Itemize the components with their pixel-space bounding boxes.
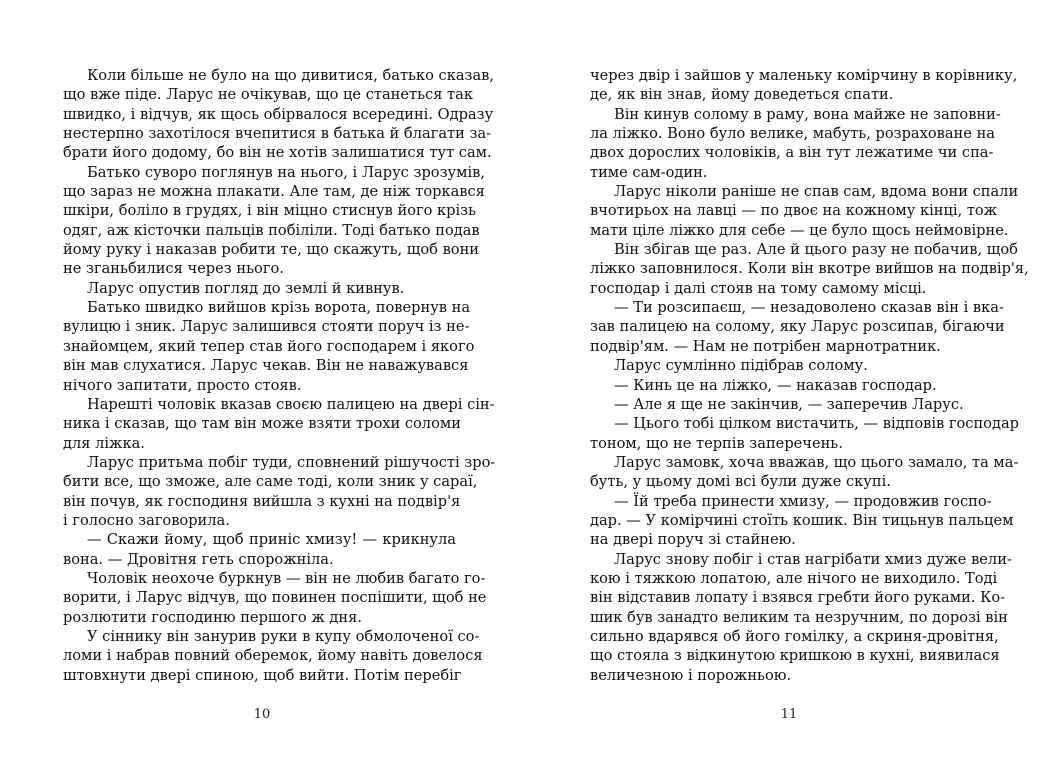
text-line: він відставив лопату і взявся гребти його руками. Ко-: [590, 589, 1006, 607]
text-line: мати ціле ліжко для себе — це було щось неймовірне.: [590, 221, 1009, 239]
text-line: тоном, що не терпів заперечень.: [590, 434, 843, 452]
left-page-text: [63, 66, 496, 685]
text-line: Він кинув солому в раму, вона майже не заповни-: [614, 105, 1001, 123]
text-line: подвір'ям. — Нам не потрібен марнотратник.: [590, 337, 941, 355]
text-line: — Кинь це на ліжко, — наказав господар.: [614, 376, 937, 394]
text-line: що вже піде. Ларус не очікував, що це станеться так: [63, 86, 473, 104]
text-line: Батько швидко вийшов крізь ворота, повернув на: [87, 299, 471, 317]
text-line: господар і далі стояв на тому самому місці.: [590, 279, 927, 297]
text-line: що зараз не можна плакати. Але там, де ніж торкався: [63, 183, 485, 201]
text-line: він мав слухатися. Ларус чекав. Він не наважувався: [63, 357, 469, 375]
text-line: знайомцем, який тепер став його господарем і якого: [63, 337, 475, 355]
text-line: двох дорослих чоловіків, а він тут лежатиме чи спа-: [590, 144, 994, 162]
text-line: кою і тяжкою лопатою, але нічого не виходило. Тоді: [590, 569, 998, 587]
text-line: через двір і зайшов у маленьку комірчину в корівнику,: [590, 67, 1018, 84]
text-line: Ларус ніколи раніше не спав сам, вдома вони спали: [614, 183, 1019, 201]
text-line: величезною і порожньою.: [590, 666, 792, 684]
text-line: — Ти розсипаєш, — незадоволено сказав він і вка-: [614, 299, 1004, 317]
text-line: — Цього тобі цілком вистачить, — відповів господар: [614, 415, 1019, 433]
text-line: дар. — У комірчині стоїть кошик. Він тицьнув пальцем: [590, 511, 1014, 529]
text-line: У сіннику він занурив руки в купу обмолоченої со-: [87, 627, 480, 645]
text-line: і голосно заговорила.: [63, 511, 230, 529]
text-line: нічого запитати, просто стояв.: [63, 376, 302, 394]
text-line: нестерпно захотілося вчепитися в батька й благати за-: [63, 125, 492, 143]
text-line: штовхнути двері спиною, щоб вийти. Потім перебіг: [63, 666, 462, 684]
text-line: швидко, і відчув, як щось обірвалося всередині. Одразу: [63, 105, 494, 123]
text-line: сильно вдарявся об його гомілку, а скриня-дровітня,: [590, 627, 999, 645]
text-line: що стояла з відкинутою кришкою в кухні, виявилася: [590, 647, 1000, 665]
text-line: Батько суворо поглянув на нього, і Ларус зрозумів,: [87, 163, 485, 181]
text-line: Ларус сумлінно підібрав солому.: [614, 357, 868, 375]
text-line: Ларус знову побіг і став нагрібати хмиз дуже вели-: [614, 550, 1012, 568]
text-line: тиме сам-один.: [590, 163, 708, 181]
text-line: — Їй треба принести хмизу, — продовжив госпо-: [614, 492, 992, 510]
left-page-number: 10: [253, 707, 271, 722]
text-line: Він збігав ще раз. Але й цього разу не побачив, щоб: [614, 241, 1018, 259]
text-line: вулицю і зник. Ларус залишився стояти поруч із не-: [63, 318, 470, 336]
text-line: — Скажи йому, щоб приніс хмизу! — крикнула: [87, 531, 456, 549]
text-line: Ларус притьма побіг туди, сповнений рішучості зро-: [87, 453, 496, 471]
text-line: — Але я ще не закінчив, — заперечив Ларус.: [614, 395, 964, 413]
text-line: Коли більше не було на що дивитися, батько сказав,: [87, 67, 495, 84]
text-line: буть, у цьому домі всі були дуже скупі.: [590, 473, 891, 491]
text-line: одяг, аж кісточки пальців побіліли. Тоді батько подав: [63, 221, 480, 239]
right-page-text: [590, 66, 1029, 685]
text-line: ла ліжко. Воно було велике, мабуть, розраховане на: [590, 125, 995, 143]
text-line: зав палицею на солому, яку Ларус розсипав, бігаючи: [590, 318, 1005, 336]
text-line: не зганьбилися через нього.: [63, 260, 284, 278]
text-line: ника і сказав, що там він може взяти трохи соломи: [63, 415, 461, 433]
text-line: брати його додому, бо він не хотів залишатися тут сам.: [63, 144, 492, 162]
text-line: на двері поруч зі стайнею.: [590, 531, 796, 549]
text-line: ліжко заповнилося. Коли він вкотре вийшов на подвір'я,: [590, 260, 1029, 278]
text-line: він почув, як господиня вийшла з кухні на подвір'я: [63, 492, 461, 510]
text-line: шкіри, боліло в грудях, і він міцно стиснув його крізь: [63, 202, 477, 220]
text-line: ворити, і Ларус відчув, що повинен поспішити, щоб не: [63, 589, 487, 607]
right-page-number: 11: [780, 707, 798, 722]
text-line: бити все, що зможе, але саме тоді, коли зник у сараї,: [63, 473, 478, 491]
text-line: шик був занадто великим та незручним, по дорозі він: [590, 608, 1008, 626]
text-line: для ліжка.: [63, 434, 145, 452]
text-line: Чоловік неохоче буркнув — він не любив багато го-: [87, 569, 486, 587]
text-line: розлютити господиню першого ж дня.: [63, 608, 362, 626]
text-line: Ларус замовк, хоча вважав, що цього замало, та ма-: [614, 453, 1019, 471]
text-line: Нарешті чоловік вказав своєю палицею на двері сін-: [87, 395, 495, 413]
text-line: вона. — Дровітня геть спорожніла.: [63, 550, 334, 568]
text-line: де, як він знав, йому доведеться спати.: [590, 86, 894, 104]
text-line: Ларус опустив погляд до землі й кивнув.: [87, 279, 405, 297]
text-line: ломи і набрав повний оберемок, йому навіть довелося: [63, 647, 483, 665]
text-line: вчотирьох на лавці — по двоє на кожному кінці, тож: [590, 202, 998, 220]
text-line: йому руку і наказав робити те, що скажуть, щоб вони: [63, 241, 480, 259]
